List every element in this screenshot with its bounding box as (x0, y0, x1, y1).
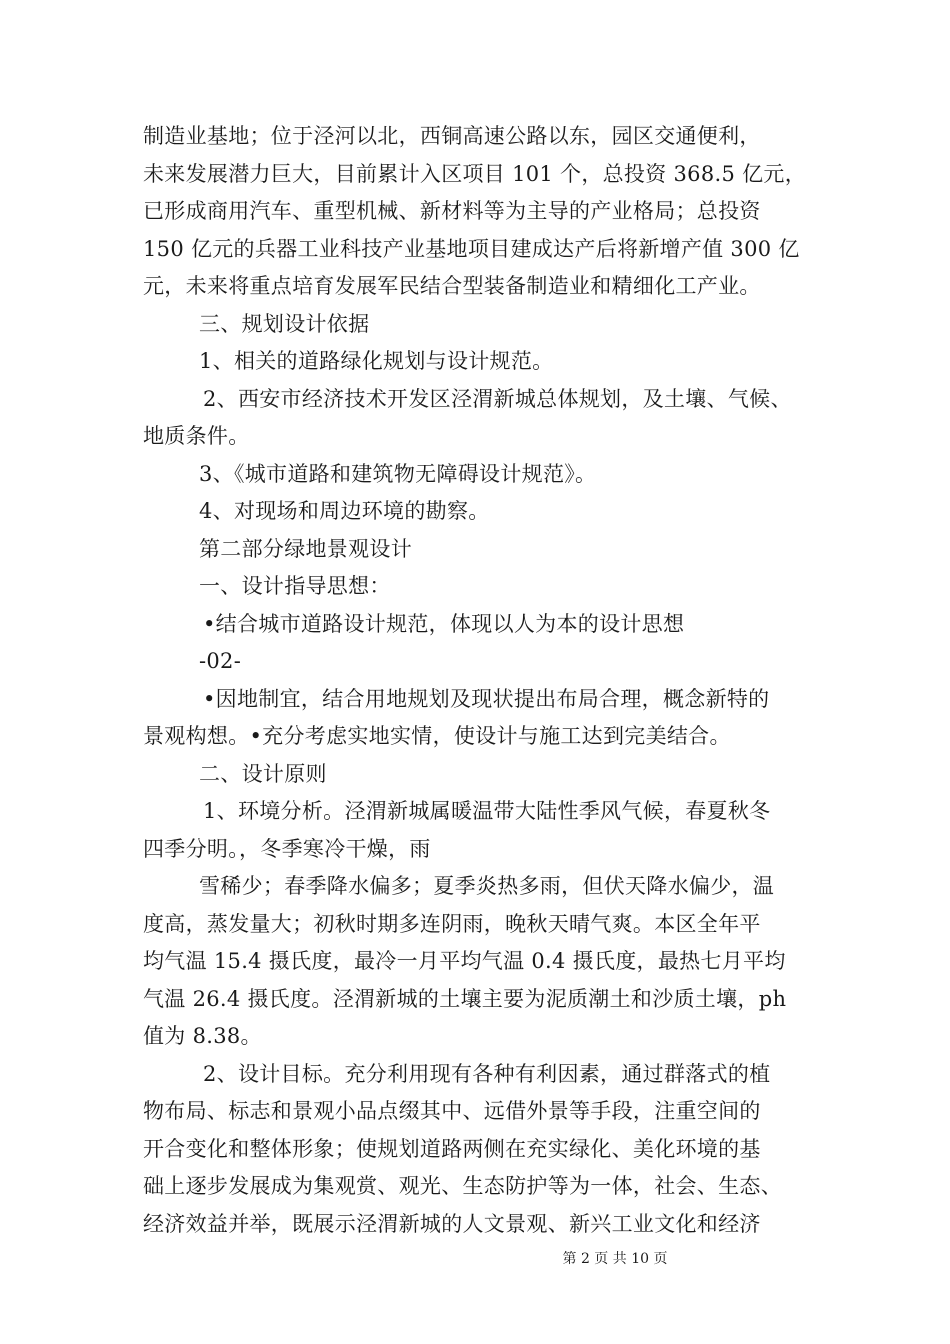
body-line: 景观构想。•充分考虑实地实情，使设计与施工达到完美结合。 (143, 724, 731, 748)
list-item: 4、对现场和周边环境的勘察。 (199, 499, 490, 523)
body-line: 础上逐步发展成为集观赏、观光、生态防护等为一体，社会、生态、 (143, 1174, 782, 1198)
page-number-label: 第 2 页 共 10 页 (562, 1251, 668, 1267)
list-item: 2、西安市经济技术开发区泾渭新城总体规划，及土壤、气候、 (203, 386, 792, 411)
body-line: 均气温 15.4 摄氏度，最冷一月平均气温 0.4 摄氏度，最热七月平均 (143, 949, 786, 973)
bullet-item: •结合城市道路设计规范，体现以人为本的设计思想 (203, 611, 685, 636)
document-body (143, 118, 823, 1243)
bullet-item: •因地制宜，结合用地规划及现状提出布局合理，概念新特的 (203, 686, 770, 711)
body-line: 值为 8.38。 (143, 1024, 262, 1048)
page-marker: -02- (199, 649, 242, 673)
body-line: 150 亿元的兵器工业科技产业基地项目建成达产后将新增产值 300 亿 (143, 236, 800, 261)
page-footer (0, 1248, 950, 1268)
section-heading: 一、设计指导思想： (199, 574, 391, 598)
body-line: 开合变化和整体形象；使规划道路两侧在充实绿化、美化环境的基 (143, 1136, 761, 1161)
body-line: 雪稀少；春季降水偏多；夏季炎热多雨，但伏天降水偏少，温 (199, 874, 775, 898)
body-line: 未来发展潜力巨大，目前累计入区项目 101 个，总投资 368.5 亿元， (143, 161, 806, 186)
list-item: 3、《城市道路和建筑物无障碍设计规范》。 (199, 461, 597, 486)
body-line: 度高，蒸发量大；初秋时期多连阴雨，晚秋天晴气爽。本区全年平 (143, 911, 761, 936)
section-heading: 二、设计原则 (199, 761, 327, 786)
body-line: 制造业基地；位于泾河以北，西铜高速公路以东，园区交通便利， (143, 124, 761, 148)
part-heading: 第二部分绿地景观设计 (199, 536, 412, 561)
body-line: 元，未来将重点培育发展军民结合型装备制造业和精细化工产业。 (143, 274, 761, 298)
body-line: 经济效益并举，既展示泾渭新城的人文景观、新兴工业文化和经济 (143, 1211, 761, 1236)
body-line: 地质条件。 (143, 424, 250, 448)
body-line: 气温 26.4 摄氏度。泾渭新城的土壤主要为泥质潮土和沙质土壤，ph (143, 986, 787, 1011)
list-item: 2、设计目标。充分利用现有各种有利因素，通过群落式的植 (203, 1061, 771, 1086)
list-item: 1、相关的道路绿化规划与设计规范。 (199, 349, 554, 373)
body-line: 四季分明。，冬季寒冷干燥，雨 (143, 836, 431, 861)
list-item: 1、环境分析。泾渭新城属暖温带大陆性季风气候，春夏秋冬 (203, 799, 771, 823)
section-heading: 三、规划设计依据 (199, 311, 370, 336)
body-line: 物布局、标志和景观小品点缀其中、远借外景等手段，注重空间的 (143, 1099, 761, 1123)
body-line: 已形成商用汽车、重型机械、新材料等为主导的产业格局；总投资 (143, 199, 761, 223)
